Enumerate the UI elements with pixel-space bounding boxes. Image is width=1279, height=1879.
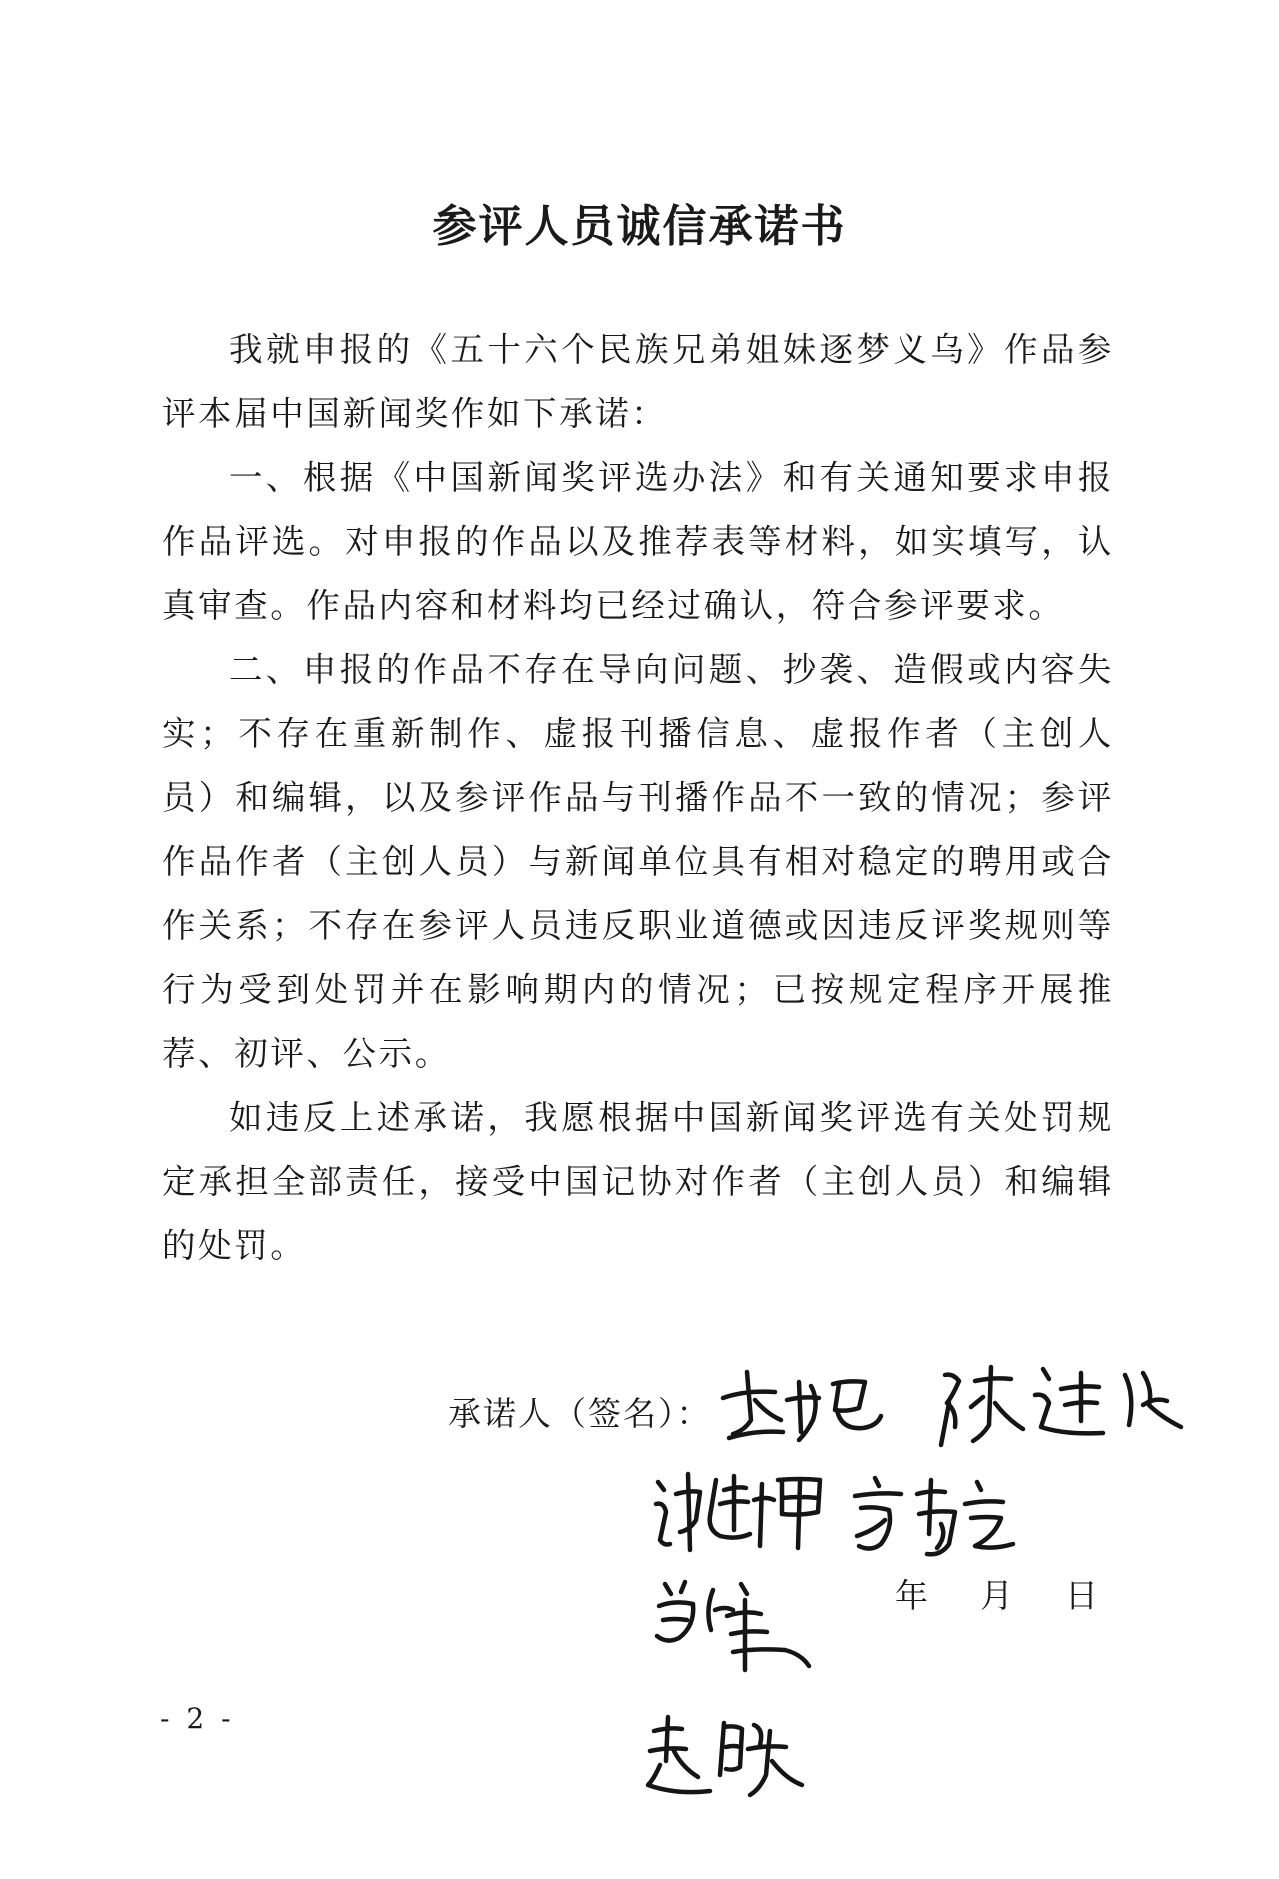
handwritten-signature-5	[645, 1570, 815, 1680]
date-month-label: 月	[980, 1576, 1013, 1615]
handwritten-signature-3	[650, 1460, 830, 1560]
handwritten-signature-4	[845, 1470, 1020, 1570]
signer-label: 承诺人（签名）：	[448, 1394, 712, 1433]
document-title: 参评人员诚信承诺书	[432, 201, 847, 252]
date-year-label: 年	[895, 1576, 928, 1615]
date-day-label: 日	[1065, 1576, 1098, 1615]
paragraph-closing: 如违反上述承诺，我愿根据中国新闻奖评选有关处罚规定承担全部责任，接受中国记协对作者（主创人员）和编辑的处罚。	[162, 1098, 1114, 1265]
handwritten-signature-6	[640, 1705, 805, 1805]
date-line	[895, 1570, 1098, 1617]
document-body	[162, 318, 1114, 1278]
page-number: - 2 -	[160, 1702, 235, 1735]
paragraph-item-2: 二、申报的作品不存在导向问题、抄袭、造假或内容失实；不存在重新制作、虚报刊播信息、虚报作者（主创人员）和编辑，以及参评作品与刊播作品不一致的情况；参评作品作者（主创人员）与新闻单位具有相对稳定的聘用或合作关系；不存在参评人员违反职业道德或因违反评奖规则等行为受到处罚并在影响期内的情况；已按规定程序开展推荐、初评、公示。	[162, 650, 1114, 1073]
handwritten-signature-1	[715, 1360, 890, 1450]
paragraph-intro: 我就申报的《五十六个民族兄弟姐妹逐梦义乌》作品参评本届中国新闻奖作如下承诺：	[162, 330, 1114, 433]
handwritten-signature-2	[935, 1355, 1190, 1450]
paragraph-item-1: 一、根据《中国新闻奖评选办法》和有关通知要求申报作品评选。对申报的作品以及推荐表等材料，如实填写，认真审查。作品内容和材料均已经过确认，符合参评要求。	[162, 458, 1114, 625]
